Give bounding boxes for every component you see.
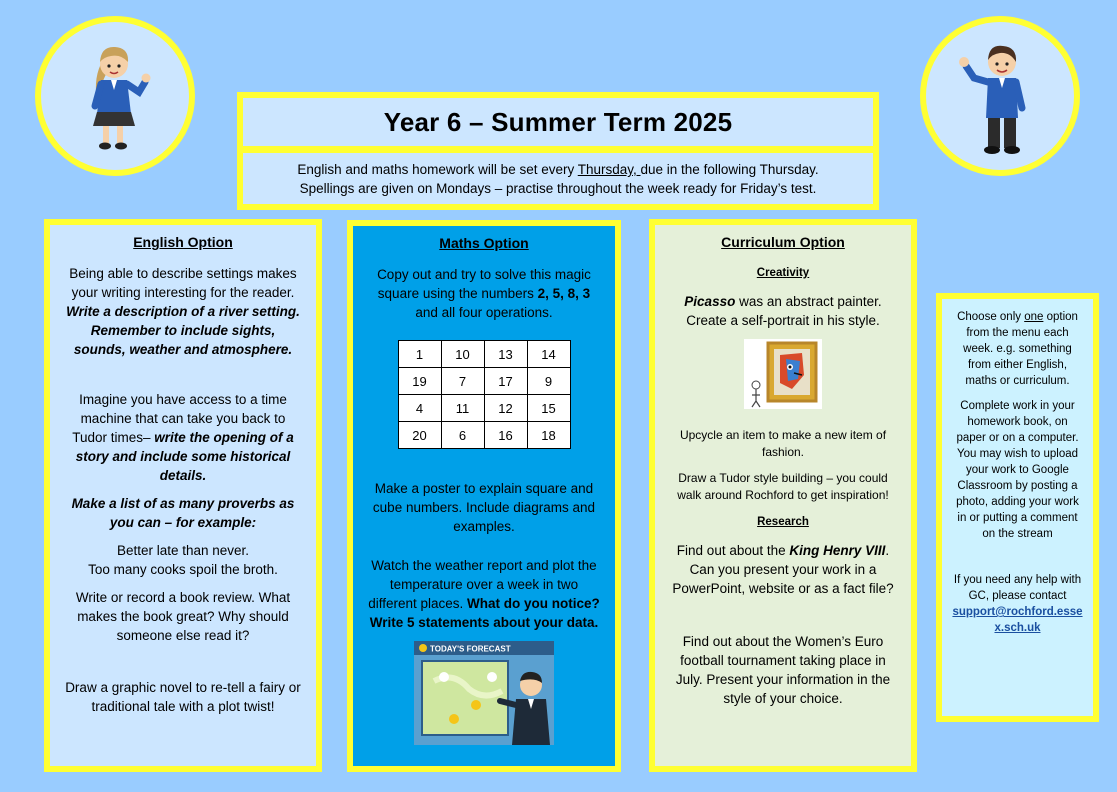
magic-square-row xyxy=(398,368,570,395)
intro-text: English and maths homework will be set every xyxy=(297,162,578,177)
english-proverb-examples: Better late than never. Too many cooks spoil the broth. xyxy=(88,543,278,577)
instructions-panel xyxy=(936,293,1099,722)
girl-mascot-illustration xyxy=(35,16,195,176)
magic-square-cell: 13 xyxy=(484,341,527,368)
english-task-proverbs: Make a list of as many proverbs as you can – for example: xyxy=(71,496,295,530)
magic-square-cell: 14 xyxy=(527,341,570,368)
english-task-graphic-novel: Draw a graphic novel to re-tell a fairy or traditional tale with a plot twist! xyxy=(65,680,301,714)
intro-line-1 xyxy=(243,160,873,179)
intro-line-2: Spellings are given on Mondays – practise throughout the week ready for Friday’s test. xyxy=(299,181,817,196)
magic-square-cell: 15 xyxy=(527,395,570,422)
research-subheading: Research xyxy=(757,516,809,528)
english-task-tudor: Imagine you have access to a time machine that can take you back to Tudor times– write the opening of a story and include some historical details. xyxy=(72,392,294,483)
english-heading: English Option xyxy=(133,234,233,250)
page-title: Year 6 – Summer Term 2025 xyxy=(383,106,733,137)
magic-square-cell: 7 xyxy=(441,368,484,395)
maths-task-poster: Make a poster to explain square and cube numbers. Include diagrams and examples. xyxy=(372,481,596,534)
magic-square-row xyxy=(398,422,570,449)
boy-mascot-illustration xyxy=(920,16,1080,176)
magic-square-row xyxy=(398,395,570,422)
weather-forecast-image xyxy=(414,641,554,745)
english-task-review: Write or record a book review. What makes the book great? Why should someone else read it? xyxy=(75,590,291,643)
maths-option-panel xyxy=(347,220,621,772)
english-task-setting: Being able to describe settings makes your writing interesting for the reader. Write a description of a river setting. Remember to include sights, sounds, weather and atmosphere. xyxy=(66,266,300,357)
intro-day: Thursday, xyxy=(577,162,641,177)
maths-task-weather: Watch the weather report and plot the temperature over a week in two different places. What do you notice? Write 5 statements about your data. xyxy=(368,558,600,630)
magic-square-cell: 11 xyxy=(441,395,484,422)
forecast-label: TODAY'S FORECAST xyxy=(430,644,511,654)
magic-square-row xyxy=(398,341,570,368)
magic-square-cell: 16 xyxy=(484,422,527,449)
intro-banner xyxy=(237,150,879,210)
curriculum-task-picasso: Picasso was an abstract painter. Create a self-portrait in his style. xyxy=(684,294,882,328)
magic-square-cell: 1 xyxy=(398,341,441,368)
weather-presenter-icon xyxy=(414,641,554,745)
curriculum-heading: Curriculum Option xyxy=(721,234,845,250)
magic-square-cell: 17 xyxy=(484,368,527,395)
support-email-link[interactable]: support@rochford.essex.sch.uk xyxy=(952,606,1083,634)
curriculum-task-upcycle: Upcycle an item to make a new item of fashion. xyxy=(679,428,887,459)
boy-cartoon-icon xyxy=(926,22,1074,170)
magic-square-grid xyxy=(398,340,571,449)
instructions-help: If you need any help with GC, please contact xyxy=(953,574,1082,602)
english-option-panel xyxy=(44,219,322,772)
curriculum-task-tudor: Draw a Tudor style building – you could walk around Rochford to get inspiration! xyxy=(677,471,889,502)
curriculum-task-henry: Find out about the King Henry VIII. Can you present your work in a PowerPoint, website or as a fact file? xyxy=(672,543,894,596)
maths-task-magic-square: Copy out and try to solve this magic square using the numbers 2, 5, 8, 3 and all four operations. xyxy=(377,267,591,320)
instructions-choose: Choose only one option from the menu each week. e.g. something from either English, maths or curriculum. xyxy=(957,311,1078,387)
magic-square-cell: 18 xyxy=(527,422,570,449)
girl-cartoon-icon xyxy=(41,22,189,170)
magic-square-cell: 20 xyxy=(398,422,441,449)
maths-heading: Maths Option xyxy=(439,235,529,251)
magic-square-cell: 6 xyxy=(441,422,484,449)
curriculum-option-panel xyxy=(649,219,917,772)
picasso-painting-icon xyxy=(744,339,822,409)
picasso-portrait-image xyxy=(744,339,822,409)
creativity-subheading: Creativity xyxy=(756,267,810,279)
magic-square-cell: 4 xyxy=(398,395,441,422)
instructions-complete: Complete work in your homework book, on paper or on a computer. You may wish to upload your work to Google Classroom by posting a photo, adding your work in or putting a comment on the stream xyxy=(956,400,1079,540)
magic-square-cell: 12 xyxy=(484,395,527,422)
magic-square-cell: 19 xyxy=(398,368,441,395)
magic-square-cell: 9 xyxy=(527,368,570,395)
magic-square-cell: 10 xyxy=(441,341,484,368)
intro-text-end: due in the following Thursday. xyxy=(640,162,819,177)
curriculum-task-euros: Find out about the Women’s Euro football tournament taking place in July. Present your information in the style of your choice. xyxy=(675,634,891,706)
title-banner xyxy=(237,92,879,152)
